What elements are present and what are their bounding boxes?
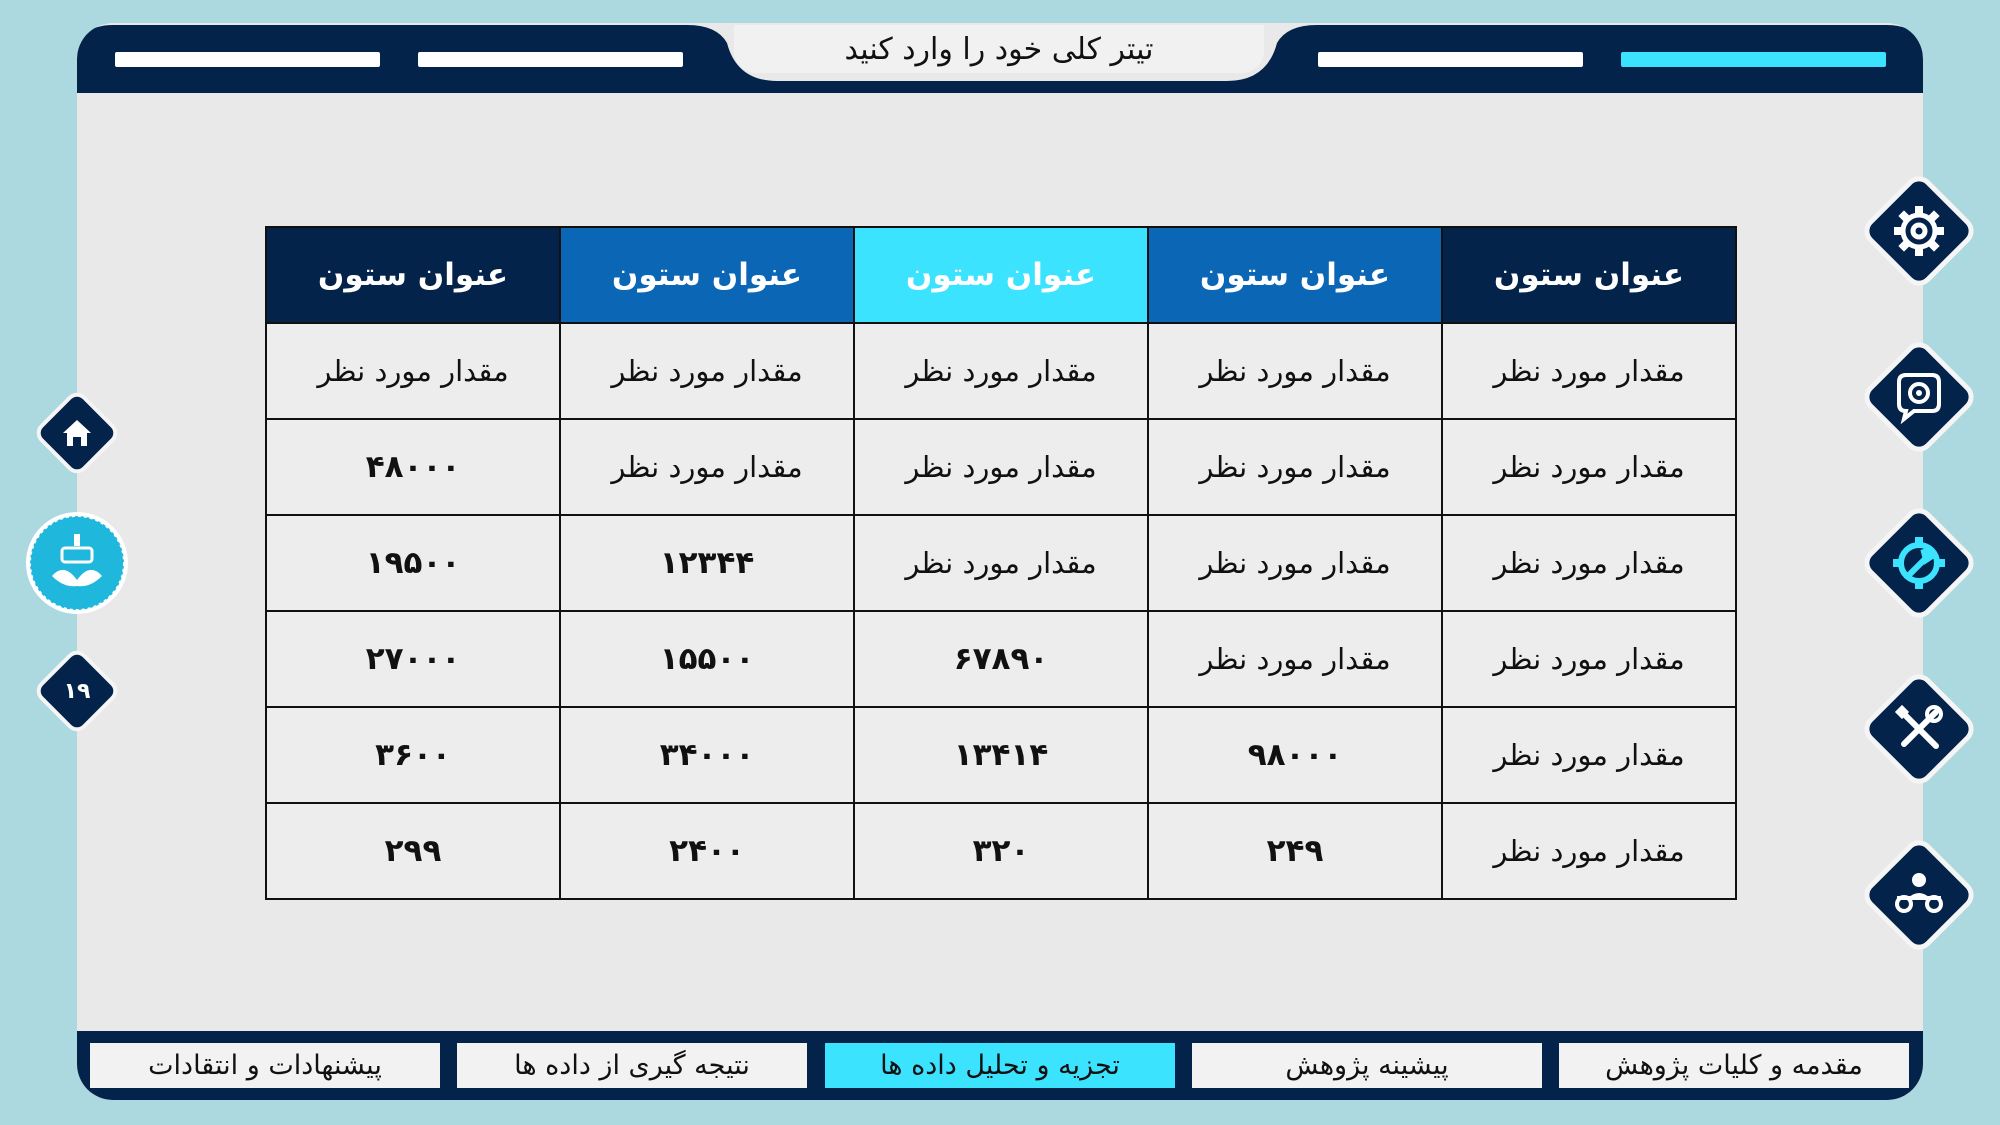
tools-settings-button[interactable] (1864, 508, 1974, 618)
table-cell: مقدار مورد نظر (1442, 515, 1736, 611)
table-cell: ۲۴۹ (1148, 803, 1442, 899)
table-cell: مقدار مورد نظر (854, 515, 1148, 611)
top-left-bar-1 (115, 52, 380, 67)
table-header-row (266, 227, 1736, 323)
table-cell: مقدار مورد نظر (854, 323, 1148, 419)
top-left-bar-2 (418, 52, 683, 67)
table-cell: ۹۸۰۰۰ (1148, 707, 1442, 803)
team-button[interactable] (1864, 840, 1974, 950)
table-cell: ۱۲۳۴۴ (560, 515, 854, 611)
bottom-nav-bar (77, 1031, 1923, 1100)
nav-tab-conclusion[interactable]: نتیجه گیری از داده ها (457, 1043, 807, 1088)
table-row (266, 515, 1736, 611)
table-cell: ۴۸۰۰۰ (266, 419, 560, 515)
table-cell: ۳۴۰۰۰ (560, 707, 854, 803)
home-icon (37, 393, 117, 473)
table-cell: مقدار مورد نظر (1442, 707, 1736, 803)
column-header: عنوان ستون (560, 227, 854, 323)
table-cell: مقدار مورد نظر (854, 419, 1148, 515)
table-cell: ۲۹۹ (266, 803, 560, 899)
table-row (266, 419, 1736, 515)
tools-icon (1864, 674, 1974, 784)
table-cell: مقدار مورد نظر (1148, 611, 1442, 707)
table-cell: ۱۹۵۰۰ (266, 515, 560, 611)
table-cell: مقدار مورد نظر (1148, 515, 1442, 611)
settings-button[interactable] (1864, 176, 1974, 286)
table-row (266, 803, 1736, 899)
top-bar (77, 23, 1923, 93)
nav-tab-intro[interactable]: مقدمه و کلیات پژوهش (1559, 1043, 1909, 1088)
gear-wrench-icon (1864, 508, 1974, 618)
person-gears-icon (1864, 840, 1974, 950)
table-cell: مقدار مورد نظر (560, 419, 854, 515)
page-number: ۱۹ (63, 678, 91, 704)
nav-tab-analysis[interactable]: تجزیه و تحلیل داده ها (825, 1043, 1175, 1088)
table-cell: ۱۳۴۱۴ (854, 707, 1148, 803)
home-button[interactable] (37, 393, 117, 473)
tools-button[interactable] (1864, 674, 1974, 784)
table-cell: ۲۷۰۰۰ (266, 611, 560, 707)
table-cell: مقدار مورد نظر (1442, 419, 1736, 515)
page-number-badge (37, 651, 117, 731)
table-row (266, 323, 1736, 419)
nav-tab-literature[interactable]: پیشینه پژوهش (1192, 1043, 1542, 1088)
table-cell: مقدار مورد نظر (1442, 611, 1736, 707)
support-settings-button[interactable] (1864, 342, 1974, 452)
nav-tab-suggestions[interactable]: پیشنهادات و انتقادات (90, 1043, 440, 1088)
column-header: عنوان ستون (1148, 227, 1442, 323)
column-header: عنوان ستون (854, 227, 1148, 323)
university-logo-icon (24, 510, 130, 616)
table-cell: مقدار مورد نظر (1442, 323, 1736, 419)
column-header: عنوان ستون (1442, 227, 1736, 323)
data-table (265, 226, 1737, 900)
table-cell: ۲۴۰۰ (560, 803, 854, 899)
table-cell: ۶۷۸۹۰ (854, 611, 1148, 707)
table-cell: مقدار مورد نظر (1442, 803, 1736, 899)
table-row (266, 611, 1736, 707)
table-cell: مقدار مورد نظر (1148, 323, 1442, 419)
gear-icon (1864, 176, 1974, 286)
table-cell: مقدار مورد نظر (560, 323, 854, 419)
table-cell: ۳۲۰ (854, 803, 1148, 899)
table-cell: مقدار مورد نظر (266, 323, 560, 419)
page-title[interactable]: تیتر کلی خود را وارد کنید (734, 25, 1264, 73)
top-right-bar-1 (1318, 52, 1583, 67)
table-cell: ۱۵۵۰۰ (560, 611, 854, 707)
table-cell: مقدار مورد نظر (1148, 419, 1442, 515)
table-row (266, 707, 1736, 803)
table-cell: ۳۶۰۰ (266, 707, 560, 803)
column-header: عنوان ستون (266, 227, 560, 323)
gear-chat-icon (1864, 342, 1974, 452)
top-right-bar-2 (1621, 52, 1886, 67)
